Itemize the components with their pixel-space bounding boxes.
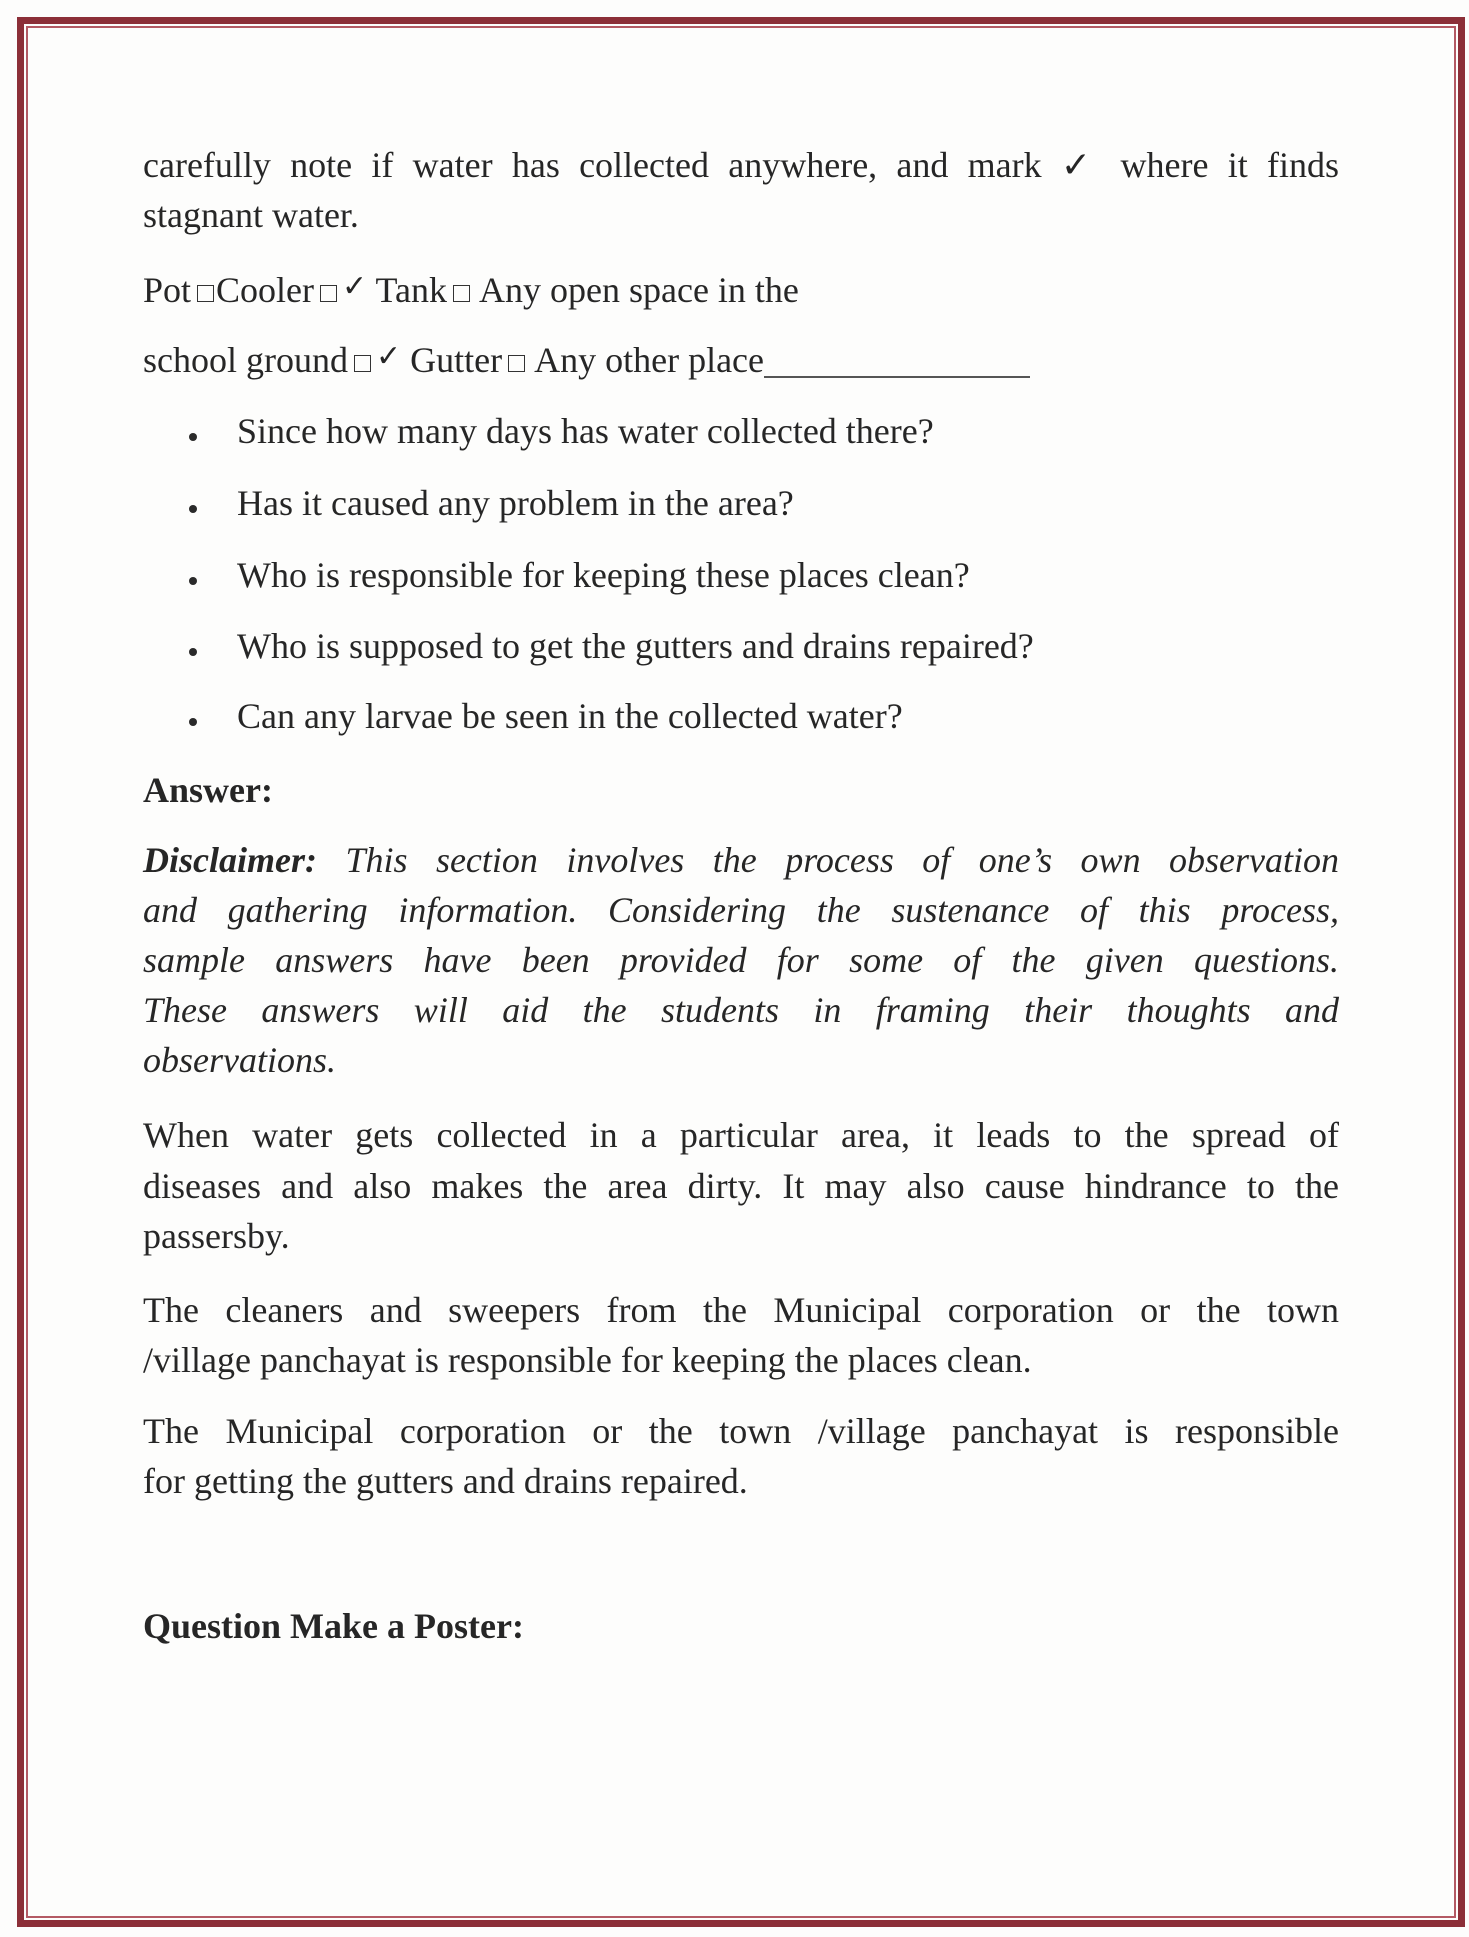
intro-line-1: carefully note if water has collected anywhere, and mark ✓ where it finds: [143, 145, 1339, 185]
answer-heading: Answer:: [143, 770, 273, 810]
option-tank-label: Tank: [375, 270, 447, 310]
answer-para-2-line-2: /village panchayat is responsible for keeping the places clean.: [143, 1340, 1032, 1380]
fill-in-blank-line[interactable]: [764, 375, 1030, 378]
option-pot-label: Pot: [143, 270, 192, 310]
answer-para-1-line-1: When water gets collected in a particular area, it leads to the spread of: [143, 1115, 1339, 1155]
disclaimer-line-3: sample answers have been provided for some of the given questions.: [143, 940, 1339, 980]
checklist-row-1: [143, 265, 1339, 315]
disclaimer-line-2: and gathering information. Considering the sustenance of this process,: [143, 890, 1339, 930]
checkbox-open-space[interactable]: [354, 355, 371, 372]
option-gutter-label: Gutter: [410, 340, 503, 380]
checkbox-cooler[interactable]: [320, 285, 337, 302]
disclaimer-label: Disclaimer:: [143, 840, 317, 880]
checklist-row-2: [143, 335, 1339, 385]
question-text: Has it caused any problem in the area?: [237, 483, 794, 523]
check-mark-icon: ✓: [375, 340, 402, 373]
checkbox-pot[interactable]: [197, 285, 214, 302]
next-question-heading: Question Make a Poster:: [143, 1606, 524, 1646]
disclaimer-line-4: These answers will aid the students in framing their thoughts and: [143, 990, 1339, 1030]
option-cooler-label: Cooler: [216, 270, 315, 310]
question-text: Since how many days has water collected there?: [237, 411, 934, 451]
option-open-space-label: Any open space in the: [479, 270, 799, 310]
answer-para-1-line-3: passersby.: [143, 1216, 290, 1256]
question-text: Who is responsible for keeping these places clean?: [237, 555, 970, 595]
answer-para-2-line-1: The cleaners and sweepers from the Municipal corporation or the town: [143, 1290, 1339, 1330]
disclaimer-line-5: observations.: [143, 1040, 336, 1080]
intro-line-2: stagnant water.: [143, 195, 359, 235]
question-text: Can any larvae be seen in the collected water?: [237, 696, 903, 736]
bullet-icon: [189, 648, 197, 656]
checkbox-tank[interactable]: [453, 285, 470, 302]
answer-para-3-line-2: for getting the gutters and drains repaired.: [143, 1461, 748, 1501]
answer-para-3-line-1: The Municipal corporation or the town /village panchayat is responsible: [143, 1411, 1339, 1451]
answer-para-1-line-2: diseases and also makes the area dirty. It may also cause hindrance to the: [143, 1166, 1339, 1206]
bullet-icon: [189, 577, 197, 585]
option-other-label: Any other place: [534, 340, 765, 380]
bullet-icon: [189, 718, 197, 726]
question-text: Who is supposed to get the gutters and drains repaired?: [237, 626, 1034, 666]
check-mark-icon: ✓: [342, 270, 368, 303]
bullet-icon: [189, 433, 197, 441]
disclaimer-line-1: [143, 835, 1339, 885]
bullet-icon: [189, 505, 197, 513]
checkbox-gutter[interactable]: [508, 355, 525, 372]
option-school-ground-label: school ground: [143, 340, 348, 380]
disclaimer-text: This section involves the process of one’s own observation: [345, 840, 1340, 880]
